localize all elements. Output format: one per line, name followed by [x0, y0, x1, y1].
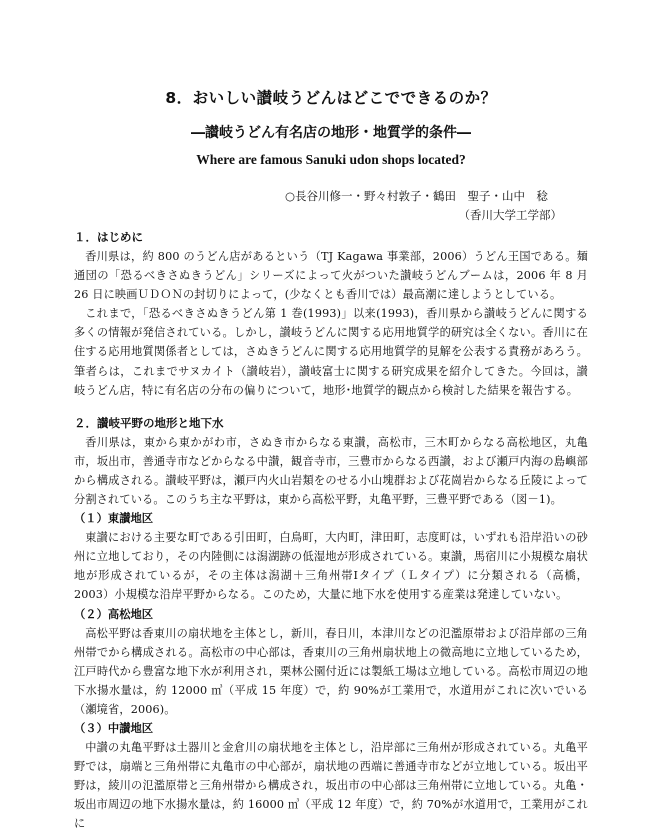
paper-subtitle: ―讃岐うどん有名店の地形・地質学的条件―	[191, 125, 471, 141]
subsection-heading-chusan: （３）中讃地区	[74, 721, 154, 735]
section-heading-intro: １．はじめに	[74, 230, 143, 244]
paragraph: 中讃の丸亀平野は土器川と金倉川の扇状地を主体とし，沿岸部に三角州が形成されている。丸亀平野では，扇端と三角州帯に丸亀市の中心部が，扇状地の西端に善通寺市などが立地している。坂出平野は，綾川の氾濫原帯と三角州帯から構成され，坂出市の中心部は三角州帯に立地している。丸亀・坂出市周辺の地下水揚水量は，約 16000 ㎥（平成 12 年度）で，約 70%が水道用で，工業用がこれに	[74, 740, 588, 831]
affiliation: （香川大学工学部）	[458, 208, 562, 222]
paragraph: 高松平野は香東川の扇状地を主体とし，新川，春日川，本津川などの氾濫原帯および沿岸部の三角州帯でから構成される。高松市の中心部は，香東川の三角州扇状地上の微高地に立地しているため，江戸時代から豊富な地下水が利用され，栗林公園付近には製紙工場は立地している。高松市周辺の地下水揚水量は，約 12000 ㎥（平成 15 年度）で，約 90%が工業用で，水道用がこれに次いでいる（瀬境省，2006)。	[74, 626, 588, 716]
section-heading-terrain: ２．讃岐平野の地形と地下水	[74, 415, 224, 430]
paper-title: 8．おいしい讃岐うどんはどこでできるのか？	[165, 89, 497, 107]
english-title: Where are famous Sanuki udon shops located?	[196, 152, 466, 167]
subsection-heading-tosan: （１）東讃地区	[74, 512, 154, 526]
subsection-heading-takamatsu: （２）高松地区	[74, 607, 154, 621]
paragraph: 東讃における主要な町である引田町，白鳥町，大内町，津田町，志度町は，いずれも沿岸沿いの砂州に立地しており，その内陸側には潟湖跡の低湿地が形成されている。東讃，馬宿川に小規模な扇状地が形成されているが，その主体は潟湖＋三角州帯Ⅰタイプ（Ｌタイプ）に分類される（高橋，2003）小規模な沿岸平野からなる。このため，大量に地下水を使用する産業は発達していない。	[74, 531, 588, 602]
authors: ○長谷川修一・野々村敦子・鶴田 聖子・山中 稔	[284, 189, 548, 203]
paragraph: これまで，「恐るべきさぬきうどん第 1 巻(1993)」以来(1993)，香川県から讃岐うどんに関する多くの情報が発信されている。しかし，讃岐うどんに関する応用地質学的研究は全くない。香川に在住する応用地質関係者としては，さぬきうどんに関する応用地質学的見解を公表する責務があろう。筆者らは，これまでサヌカイト（讃岐岩），讃岐富士に関する研究成果を紹介してきた。今回は，讃岐うどん店，特に有名店の分布の偏りについて，地形･地質学的観点から検討した結果を報告する。	[74, 307, 588, 397]
paragraph: 香川県は，約 800 のうどん店があるという（TJ Kagawa 事業部，2006）うどん王国である。麺通団の「恐るべきさぬきうどん」シリーズによって火がついた讃岐うどんブームは，2006 年 8 月 26 日に映画ＵＤＯＮの封切りによって，(少なくとも香川では）最高潮に達しようとしている。	[74, 250, 588, 302]
paragraph: 香川県は，東から東かがわ市，さぬき市からなる東讃，高松市，三木町からなる高松地区，丸亀市，坂出市，善通寺市などからなる中讃，観音寺市，三豊市からなる西讃，および瀬戸内海の島嶼部から構成される。讃岐平野は，瀬戸内火山岩類をのせる小山塊群および花崗岩からなる丘陵によって分割されている。このうち主な平野は，東から高松平野，丸亀平野，三豊平野である（図－1)。	[74, 435, 588, 507]
